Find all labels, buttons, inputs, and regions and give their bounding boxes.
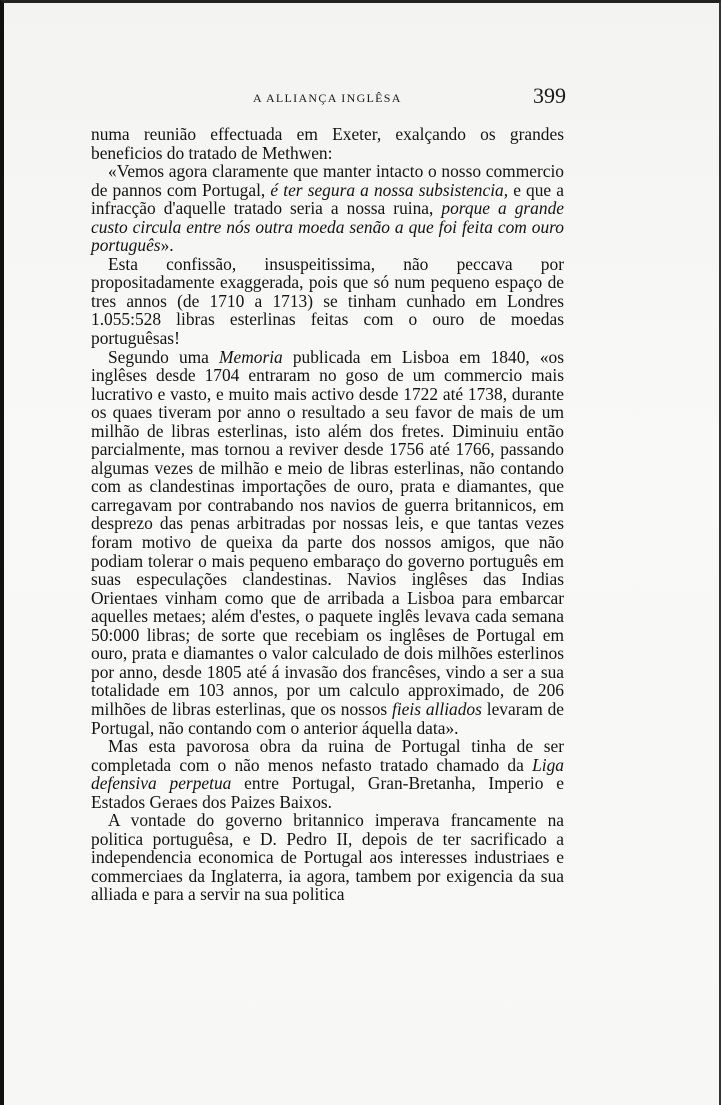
- page-header: [91, 83, 566, 111]
- text-segment: publicada em Lisboa em 1840, «os inglêses desde 1704 entraram no goso de um commercio mais lucrativo e vasto, e muito mais activo desde 1722 até 1738, durante os quaes tiveram por anno o resultado a seu favor de mais de um milhão de libras esterlinas, isto além dos fretes. Diminuiu então parcialmente, mas tornou a reviver desde 1756 até 1766, passando algumas vezes de milhão e meio de libras esterlinas, não contando com as clandestinas importações de ouro, prata e diamantes, que carregavam por contrabando nos navios de guerra britannicos, em desprezo das penas arbitradas por nossas leis, e que tantas vezes foram motivo de queixa da parte dos nossos amigos, que não podiam tolerar o mais pequeno embaraço do governo português em suas especulações clandestinas. Navios inglêses das Indias Orientaes vinham como que de arribada a Lisboa para embarcar aquelles metaes; além d'estes, o paquete inglês levava cada semana 50:000 libras; de sorte que recebiam os inglêses de Portugal em ouro, prata e diamantes o valor calculado de dois milhões esterlinos por anno, desde 1805 até á invasão dos francêses, vindo a ser a sua totalidade em 103 annos, por um calculo approximado, de 206 milhões de libras esterlinas, que os nossos: [91, 346, 564, 719]
- text-segment: A vontade do governo britannico imperava francamente na politica portuguêsa, e D. Pedro II, depois de ter sacrificado a independencia economica de Portugal aos interesses industriaes e commerciaes da Inglaterra, ia agora, tambem por exigencia da sua alliada e para a servir na sua politica: [91, 810, 564, 905]
- paragraph: [91, 737, 564, 811]
- italic-segment: é ter segura a nossa subsistencia,: [270, 179, 509, 200]
- text-segment: «Vemos agora claramente que manter intacto o nosso commercio de pannos com Portugal,: [91, 161, 564, 200]
- italic-segment: porque a grande custo circula entre nós outra moeda senão a que foi feita com ouro português: [91, 198, 564, 256]
- text-segment: numa reunião effectuada em Exeter, exalçando os grandes beneficios do tratado de Methwen:: [91, 124, 564, 163]
- paragraph: [91, 255, 564, 348]
- paragraph: [91, 348, 564, 737]
- italic-segment: Liga defensiva perpetua: [91, 754, 564, 794]
- italic-segment: Memoria: [218, 346, 283, 367]
- text-segment: Esta confissão, insuspeitissima, não peccava por propositadamente exaggerada, pois que só num pequeno espaço de tres annos (de 1710 a 1713) se tinham cunhado em Londres 1.055:528 libras esterlinas feitas com o ouro de moedas portuguêsas!: [91, 253, 564, 349]
- italic-segment: fieis alliados: [392, 698, 482, 719]
- page-number: 399: [533, 83, 566, 108]
- body-text: [91, 125, 564, 904]
- running-head: A ALLIANÇA INGLÊSA: [253, 91, 402, 105]
- paragraph: [91, 811, 564, 904]
- text-segment: entre Portugal, Gran-Bretanha, Imperio e Estados Geraes dos Paizes Baixos.: [91, 773, 565, 812]
- text-segment: e que a infracção d'aquelle tratado seria a nossa ruina,: [91, 179, 564, 219]
- text-segment: levaram de Portugal, não contando com o anterior áquella data».: [91, 698, 564, 738]
- paragraph: [91, 162, 564, 255]
- text-segment: ».: [160, 235, 174, 256]
- text-segment: Mas esta pavorosa obra da ruina de Portugal tinha de ser completada com o não menos nefasto tratado chamado da: [91, 736, 564, 775]
- paragraph: [91, 125, 564, 162]
- text-segment: Segundo uma: [108, 346, 219, 367]
